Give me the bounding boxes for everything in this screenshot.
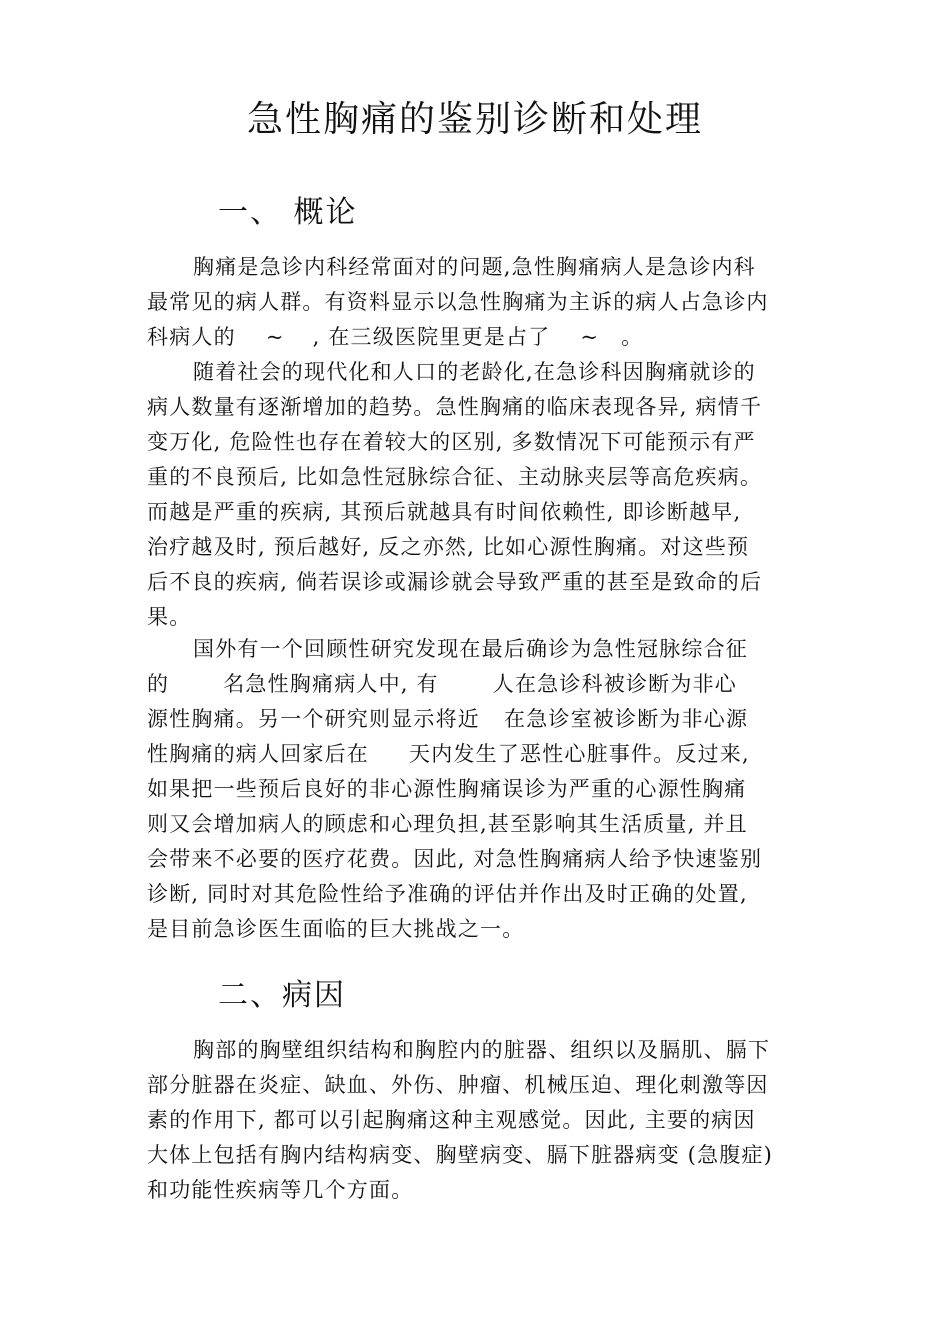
text-fragment: 源性胸痛。另一个研究则显示将近 [147,707,480,731]
paragraph-line: 国外有一个回顾性研究发现在最后确诊为急性冠脉综合征 [193,637,748,661]
document-title: 急性胸痛的鉴别诊断和处理 [246,99,703,140]
section-heading-overview: 一、 概论 [218,195,358,230]
text-fragment: 的 [147,672,170,696]
paragraph-line: 诊断, 同时对其危险性给予准确的评估并作出及时正确的处置, [147,882,748,906]
text-fragment: 名急性胸痛病人中, 有 [223,672,439,696]
paragraph-line: 胸痛是急诊内科经常面对的问题,急性胸痛病人是急诊内科 [193,255,756,279]
text-fragment: ~ [580,325,600,349]
paragraph-line: 大体上包括有胸内结构病变、胸壁病变、膈下脏器病变 (急腹症) [147,1143,774,1167]
paragraph-line: 后不良的疾病, 倘若误诊或漏诊就会导致严重的甚至是致命的后 [147,570,763,594]
paragraph-line: 果。 [147,605,192,629]
paragraph-line: 治疗越及时, 预后越好, 反之亦然, 比如心源性胸痛。对这些预 [147,535,750,559]
paragraph-line: 是目前急诊医生面临的巨大挑战之一。 [147,917,525,941]
paragraph-4 [147,1033,827,1208]
text-fragment: ~ [265,325,285,349]
paragraph-1 [147,250,827,355]
paragraph-3 [147,632,827,947]
paragraph-2 [147,355,827,635]
paragraph-line [147,702,827,737]
paragraph-line: 则又会增加病人的顾虑和心理负担,甚至影响其生活质量, 并且 [147,812,748,836]
text-fragment: 天内发生了恶性心脏事件。反过来, [409,742,750,766]
paragraph-line: 如果把一些预后良好的非心源性胸痛误诊为严重的心源性胸痛 [147,777,747,801]
paragraph-line: 随着社会的现代化和人口的老龄化,在急诊科因胸痛就诊的 [193,360,756,384]
paragraph-line: 病人数量有逐渐增加的趋势。急性胸痛的临床表现各异, 病情千 [147,395,763,419]
paragraph-line: 会带来不必要的医疗花费。因此, 对急性胸痛病人给予快速鉴别 [147,847,763,871]
paragraph-line: 胸部的胸壁组织结构和胸腔内的脏器、组织以及膈肌、膈下 [193,1038,771,1062]
paragraph-line: 素的作用下, 都可以引起胸痛这种主观感觉。因此, 主要的病因 [147,1108,756,1132]
paragraph-line: 重的不良预后, 比如急性冠脉综合征、主动脉夹层等高危疾病。 [147,465,763,489]
paragraph-line [147,667,827,702]
text-fragment: 性胸痛的病人回家后在 [147,742,369,766]
text-fragment: 在急诊室被诊断为非心源 [504,707,749,731]
paragraph-line: 和功能性疾病等几个方面。 [147,1178,414,1202]
text-fragment: 。 [621,325,644,349]
paragraph-line: 部分脏器在炎症、缺血、外伤、肿瘤、机械压迫、理化刺激等因 [147,1073,769,1097]
paragraph-line [147,320,827,355]
section-heading-causes: 二、病因 [218,978,346,1013]
text-fragment: 人在急诊科被诊断为非心 [492,672,737,696]
paragraph-line [147,737,827,772]
text-fragment: 科病人的 [147,325,236,349]
paragraph-line: 最常见的病人群。有资料显示以急性胸痛为主诉的病人占急诊内 [147,290,769,314]
paragraph-line: 变万化, 危险性也存在着较大的区别, 多数情况下可能预示有严 [147,430,756,454]
paragraph-line: 而越是严重的疾病, 其预后就越具有时间依赖性, 即诊断越早, [147,500,742,524]
text-fragment: , 在三级医院里更是占了 [312,325,551,349]
